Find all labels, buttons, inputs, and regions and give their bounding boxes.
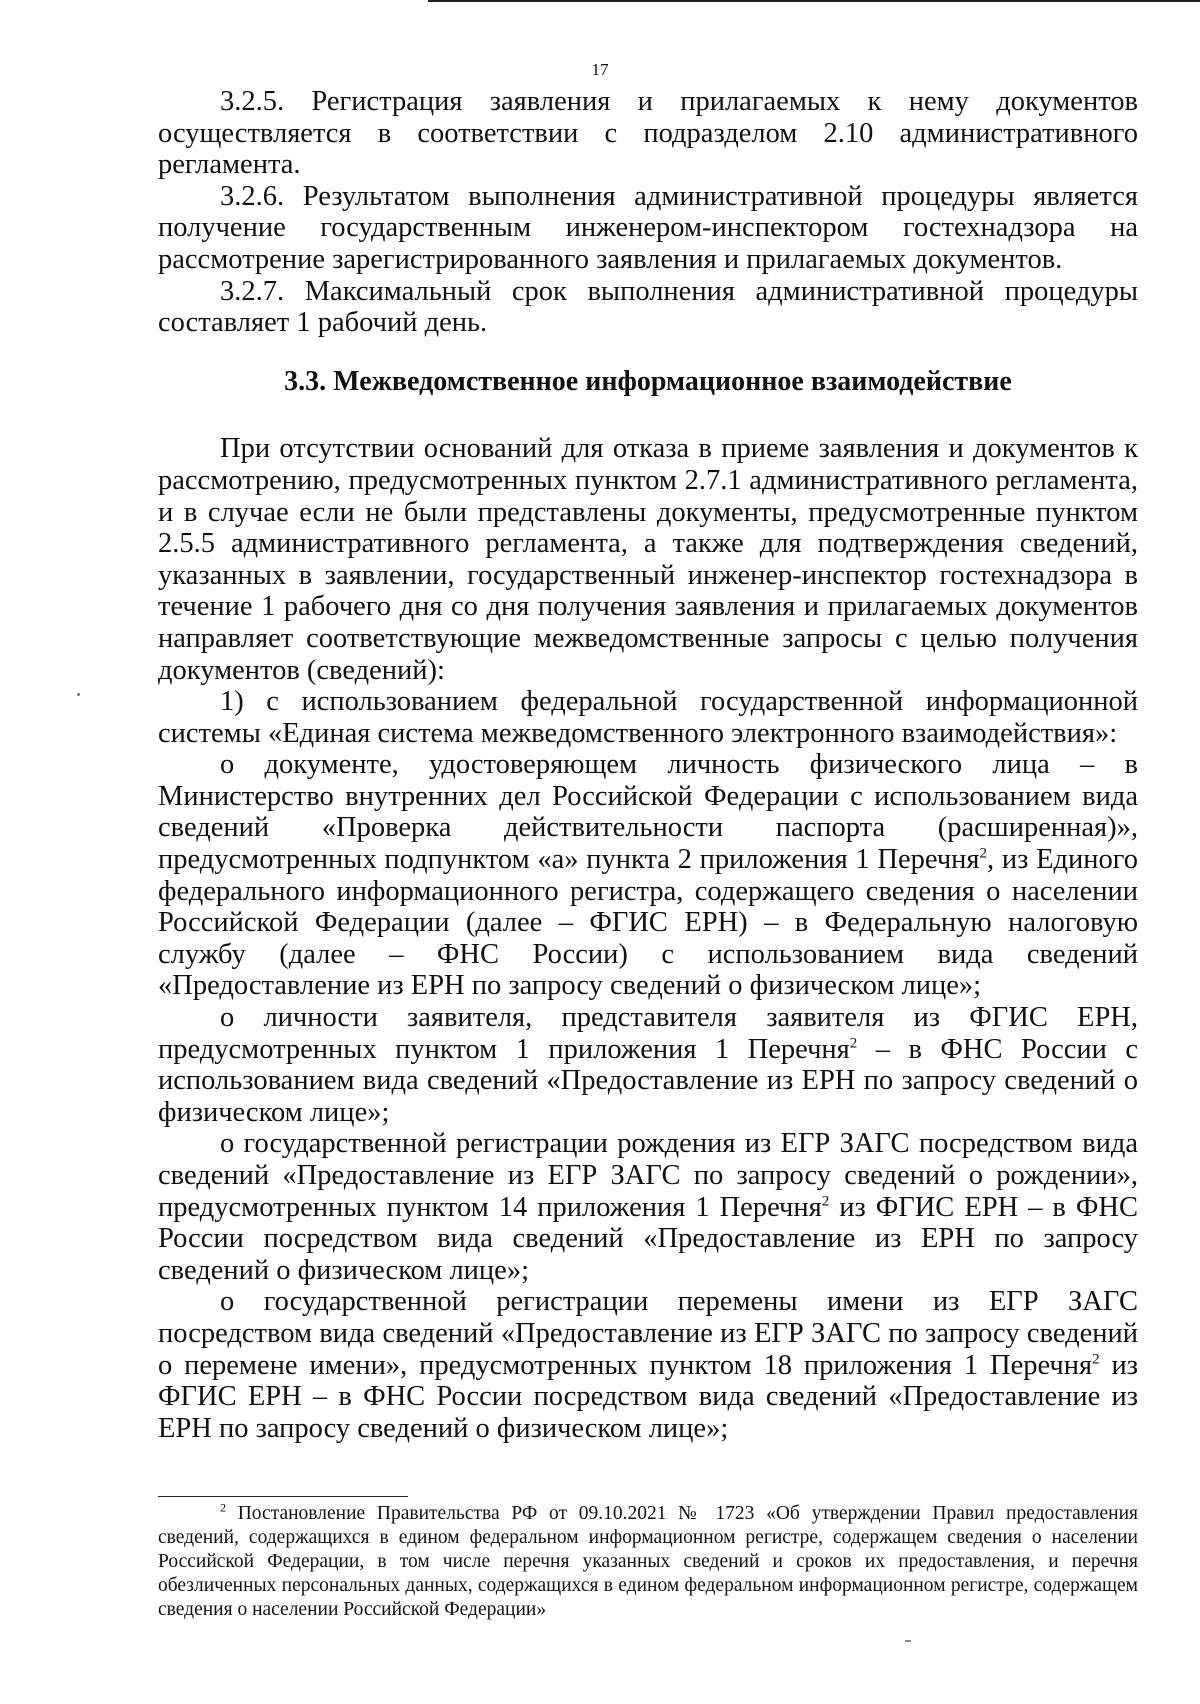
scan-speck [905, 1640, 911, 1642]
name-change-text-a: о государственной регистрации перемены имени из ЕГР ЗАГС посредством вида сведений «Предоставление из ЕГР ЗАГС по запросу сведений о перемене имени», предусмотренных пунктом 18 приложения 1 Перечня [158, 1286, 1138, 1381]
identity-document-text-a: о документе, удостоверяющем личность физического лица – в Министерство внутренних дел Российской Федерации с использованием вида сведений «Проверка действительности паспорта (расширенная)», предусмотренных подпунктом «а» пункта 2 приложения 1 Перечня [158, 749, 1138, 876]
scan-top-border [428, 0, 1200, 2]
paragraph-intro: При отсутствии оснований для отказа в приеме заявления и документов к рассмотрению, предусмотренных пунктом 2.7.1 административного регламента, и в случае если не были представлены документы, предусмотренные пунктом 2.5.5 административного регламента, а также для подтверждения сведений, указанных в заявлении, государственный инженер-инспектор гостехнадзора в течение 1 рабочего дня со дня получения заявления и прилагаемых документов направляет соответствующие межведомственные запросы с целью получения документов (сведений): [158, 433, 1138, 686]
birth-registration-text-b: из ФГИС ЕРН – в ФНС России посредством вида сведений «Предоставление из ЕРН по запросу сведений о физическом лице»; [158, 1191, 1138, 1286]
page-number: 17 [591, 60, 609, 79]
section-heading: 3.3. Межведомственное информационное взаимодействие [284, 365, 1012, 397]
identity-document-text-b: , из Единого федерального информационного регистра, содержащего сведения о населении Российской Федерации (далее – ФГИС ЕРН) – в Федеральную налоговую службу (далее – ФНС России) с использованием вида сведений «Предоставление из ЕРН по запросу сведений о физическом лице»; [158, 844, 1138, 1002]
paragraph-birth-registration [158, 1128, 1138, 1286]
footnote [158, 1502, 1138, 1622]
footnote-divider [158, 1496, 408, 1497]
document-body [158, 86, 1138, 1444]
paragraph-name-change [158, 1286, 1138, 1444]
list-item-1: 1) с использованием федеральной государственной информационной системы «Единая система межведомственного электронного взаимодействия»: [158, 686, 1138, 749]
paragraph-3-2-7: 3.2.7. Максимальный срок выполнения административной процедуры составляет 1 рабочий день. [158, 275, 1138, 339]
paragraph-3-2-5: 3.2.5. Регистрация заявления и прилагаемых к нему документов осуществляется в соответствии с подразделом 2.10 административного регламента. [158, 86, 1138, 181]
applicant-identity-text-a: о личности заявителя, представителя заявителя из ФГИС ЕРН, предусмотренных пунктом 1 приложения 1 Перечня [158, 1002, 1138, 1065]
footnote-ref: 2 [849, 1035, 858, 1052]
paragraph-identity-document [158, 749, 1138, 1002]
name-change-text-b: из ФГИС ЕРН – в ФНС России посредством вида сведений «Предоставление из ЕРН по запросу сведений о физическом лице»; [158, 1349, 1138, 1444]
footnote-text: Постановление Правительства РФ от 09.10.2021 № 1723 «Об утверждении Правил предоставления сведений, содержащихся в едином федеральном информационном регистре, содержащем сведения о населении Российской Федерации, в том числе перечня указанных сведений и сроков их предоставления, и перечня обезличенных персональных данных, содержащихся в едином федеральном информационном регистре, содержащем сведения о населении Российской Федерации» [158, 1503, 1138, 1620]
birth-registration-text-a: о государственной регистрации рождения из ЕГР ЗАГС посредством вида сведений «Предоставление из ЕГР ЗАГС по запросу сведений о рождении», предусмотренных пунктом 14 приложения 1 Перечня [158, 1128, 1138, 1223]
paragraph-3-2-6: 3.2.6. Результатом выполнения административной процедуры является получение государственным инженером-инспектором гостехнадзора на рассмотрение зарегистрированного заявления и прилагаемых документов. [158, 180, 1138, 275]
footnote-marker: 2 [220, 1500, 226, 1515]
paragraph-applicant-identity [158, 1002, 1138, 1128]
footnote-ref: 2 [821, 1193, 830, 1210]
footnote-ref: 2 [1092, 1351, 1100, 1368]
footnote-ref: 2 [979, 845, 988, 862]
scan-margin-mark [77, 693, 80, 696]
applicant-identity-text-b: – в ФНС России с использованием вида сведений «Предоставление из ЕРН по запросу сведений о физическом лице»; [158, 1033, 1139, 1128]
